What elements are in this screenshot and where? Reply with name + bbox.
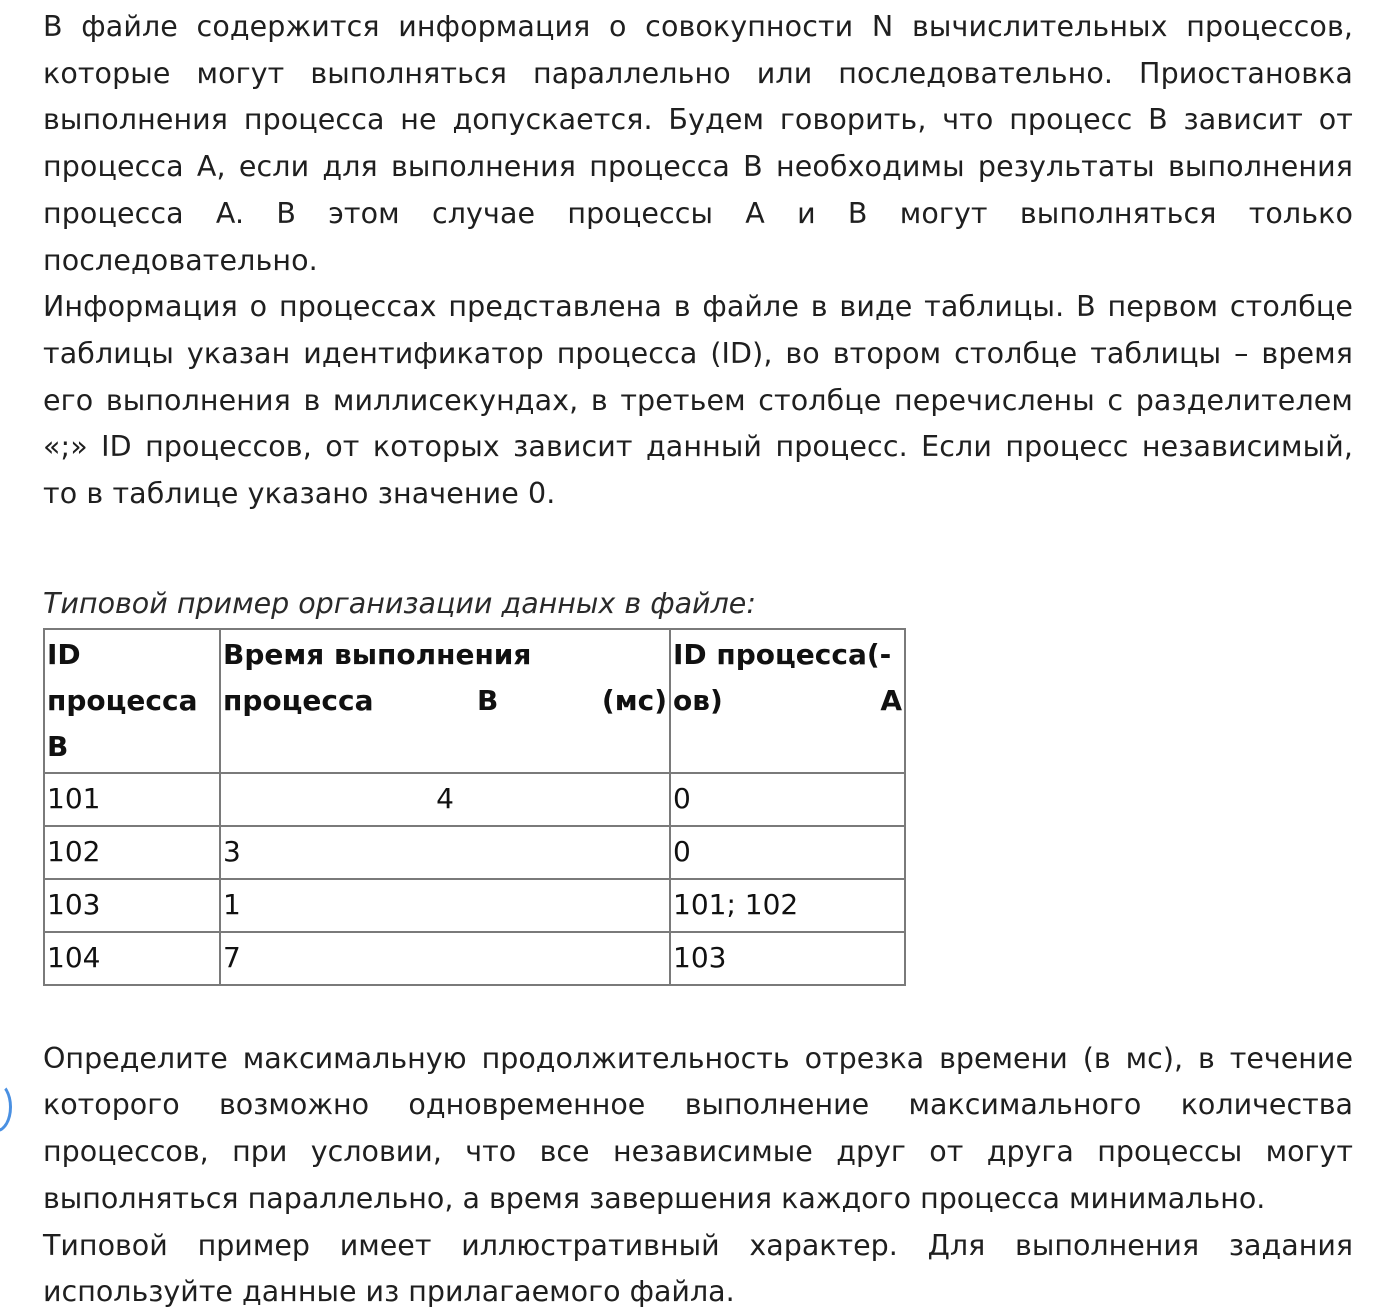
table-row	[44, 773, 905, 826]
cell-id-a: 101; 102	[670, 879, 905, 932]
cell-id-b: 103	[44, 879, 220, 932]
table-header-row	[44, 629, 905, 773]
table-row	[44, 879, 905, 932]
table-row	[44, 826, 905, 879]
scroll-indicator-arc	[0, 1082, 12, 1132]
cell-id-b: 102	[44, 826, 220, 879]
example-caption: Типовой пример организации данных в файле:	[43, 586, 756, 620]
cell-time: 4	[220, 773, 670, 826]
note-paragraph: Типовой пример имеет иллюстративный характер. Для выполнения задания используйте данные из прилагаемого файла.	[43, 1228, 1353, 1309]
task-document	[43, 4, 1353, 1316]
header-id-a: ID процесса(-ов) A	[670, 629, 905, 773]
cell-id-a: 0	[670, 773, 905, 826]
table-row	[44, 932, 905, 985]
question-paragraph: Определите максимальную продолжительность отрезка времени (в мс), в течение которого возможно одновременное выполнение максимального количества процессов, при условии, что все независимые друг от друга процессы могут выполняться параллельно, а время завершения каждого процесса минимально.	[43, 1041, 1353, 1215]
intro-paragraph-1: В файле содержится информация о совокупности N вычислительных процессов, которые могут выполняться параллельно или последовательно. Приостановка выполнения процесса не допускается. Будем говорить, что процесс B зависит от процесса A, если для выполнения процесса B необходимы результаты выполнения процесса A. В этом случае процессы A и B могут выполняться только последовательно.	[43, 10, 1353, 277]
header-time-b: Время выполнения процесса B (мс)	[220, 629, 670, 773]
cell-id-a: 103	[670, 932, 905, 985]
header-id-b: ID процесса B	[44, 629, 220, 773]
process-table	[43, 628, 906, 986]
cell-id-b: 104	[44, 932, 220, 985]
cell-time: 7	[220, 932, 670, 985]
cell-id-a: 0	[670, 826, 905, 879]
cell-time: 1	[220, 879, 670, 932]
intro-paragraph-2: Информация о процессах представлена в файле в виде таблицы. В первом столбце таблицы указан идентификатор процесса (ID), во втором столбце таблицы – время его выполнения в миллисекундах, в третьем столбце перечислены с разделителем «;» ID процессов, от которых зависит данный процесс. Если процесс независимый, то в таблице указано значение 0.	[43, 290, 1353, 511]
cell-id-b: 101	[44, 773, 220, 826]
cell-time: 3	[220, 826, 670, 879]
